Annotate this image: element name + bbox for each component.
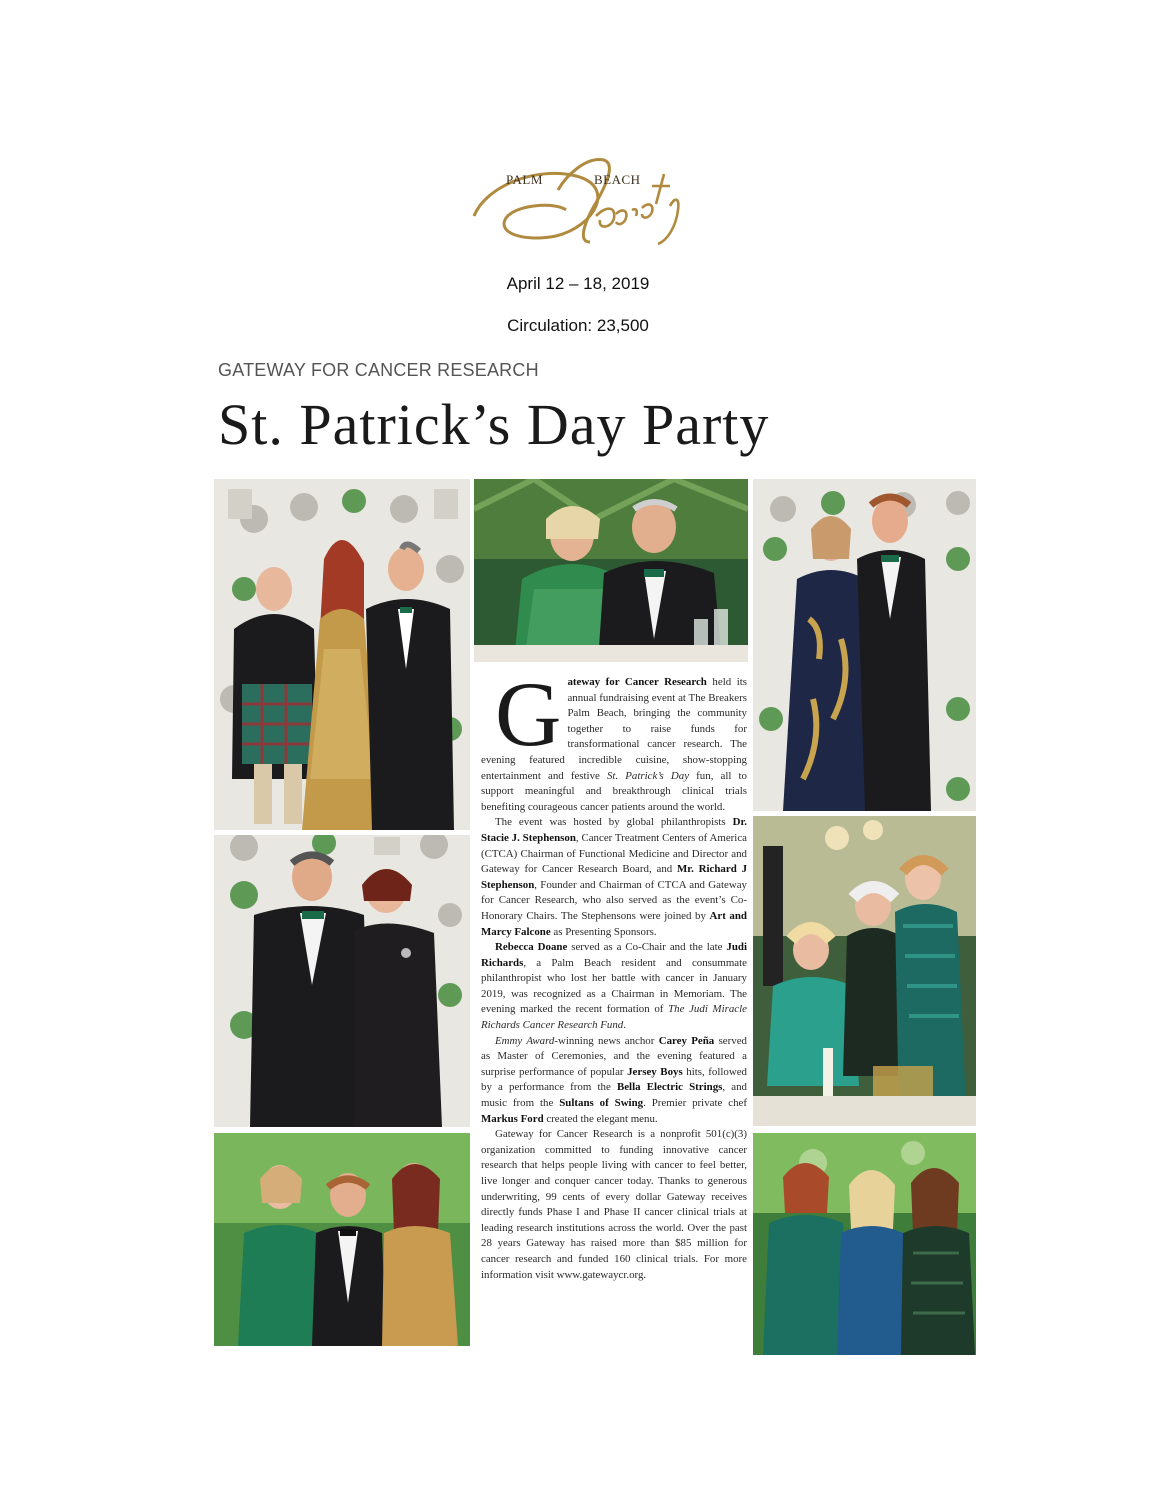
photo-trio-green-gold: [214, 1133, 470, 1346]
text-run: The event was hosted by global philanthropists: [495, 816, 733, 829]
italic-run: The Judi Miracle Richards Cancer Research Fund: [481, 1003, 747, 1032]
text-run: . Premier private chef: [643, 1097, 747, 1110]
article-paragraph-2: [481, 815, 747, 940]
photo-couple-seated-dinner: [474, 479, 748, 662]
text-run: , and music from the: [481, 1081, 747, 1110]
text-run: held its annual fundraising event at The Breakers Palm Beach, bringing the community together to raise funds for transformational cancer research. The evening featured incredible cuisine, show-stopping entertainment and festive: [481, 676, 747, 782]
article-paragraph-5: [481, 1127, 747, 1283]
article-headline: St. Patrick’s Day Party: [218, 392, 770, 457]
org-name: ateway for Cancer Research: [567, 676, 707, 688]
text-run: , Cancer Treatment Centers of America (CTCA) Chairman of Functional Medicine and Director and Gateway for Cancer Research Board, and: [481, 831, 747, 876]
photo-three-people-backdrop: [214, 479, 470, 830]
article-kicker: GATEWAY FOR CANCER RESEARCH: [218, 360, 539, 380]
text-run: .: [623, 1019, 626, 1032]
text-run: Gateway for Cancer Research is a nonprofit 501(c)(3) organization committed to funding innovative cancer research that helps people living with cancer to feel better, live longer and conquer cancer today. Thanks to generous underwriting, 99 cents of every dollar Gateway receives directly funds Phase I and Phase II cancer clinical trials at leading research institutions across the world. Over the past 28 years Gateway has raised more than $85 million for cancer research and funded 160 clinical trials. For more information visit www.gatewaycr.org.: [481, 1128, 747, 1281]
photo-three-women-seated: [753, 816, 976, 1126]
photo-three-women-standing: [753, 1133, 976, 1355]
society-script-logo: [466, 146, 688, 254]
person-name: Rebecca Doane: [495, 941, 568, 954]
text-run: , Founder and Chairman of CTCA and Gateway for Cancer Research, who also served as the event’s Co-Honorary Chairs. The Stephensons were joined by: [481, 878, 747, 922]
italic-run: Emmy Award: [495, 1034, 555, 1047]
article-body: [481, 663, 748, 1283]
drop-cap: G: [495, 663, 562, 765]
italic-run: St. Patrick’s Day: [606, 769, 690, 782]
text-run: served as a Co-Chair and the late: [567, 941, 727, 954]
act-name: Sultans of Swing: [559, 1097, 644, 1110]
person-name: Carey Peña: [658, 1034, 715, 1047]
text-run: fun, all to support meaningful and breakthrough clinical trials benefiting courageous cancer patients around the world.: [481, 769, 747, 813]
person-name: Judi Richards: [481, 941, 748, 969]
article-paragraph-1: [481, 663, 747, 815]
article-paragraph-3: [481, 940, 747, 1034]
text-run: as Presenting Sponsors.: [550, 925, 657, 938]
article-paragraph-4: [481, 1034, 747, 1128]
act-name: Bella Electric Strings: [616, 1081, 723, 1094]
photo-couple-black-dress: [214, 835, 470, 1127]
logo-beach-text: BEACH: [594, 172, 641, 187]
text-run: -winning news anchor: [554, 1034, 659, 1047]
person-name: Dr. Stacie J. Stephenson: [481, 816, 747, 844]
photo-couple-navy-gown: [753, 479, 976, 811]
person-name: Mr. Richard J Stephenson: [481, 863, 748, 891]
text-run: hits, followed by a performance from the: [481, 1065, 748, 1094]
person-name: Art and Marcy Falcone: [481, 909, 747, 938]
circulation-count: Circulation: 23,500: [507, 316, 649, 335]
text-run: , a Palm Beach resident and consummate philanthropist who lost her battle with cancer in January 2019, was recognized as a Chairman in Memoriam. The evening marked the recent formation of: [481, 956, 747, 1016]
text-run: created the elegant menu.: [543, 1112, 658, 1125]
act-name: Jersey Boys: [627, 1065, 683, 1078]
palm-beach-society-logo: [466, 146, 688, 254]
publication-date: April 12 – 18, 2019: [506, 274, 650, 293]
text-run: served as Master of Ceremonies, and the evening featured a surprise performance of popular: [481, 1034, 747, 1078]
logo-palm-text: PALM: [506, 172, 543, 187]
person-name: Markus Ford: [481, 1112, 544, 1125]
